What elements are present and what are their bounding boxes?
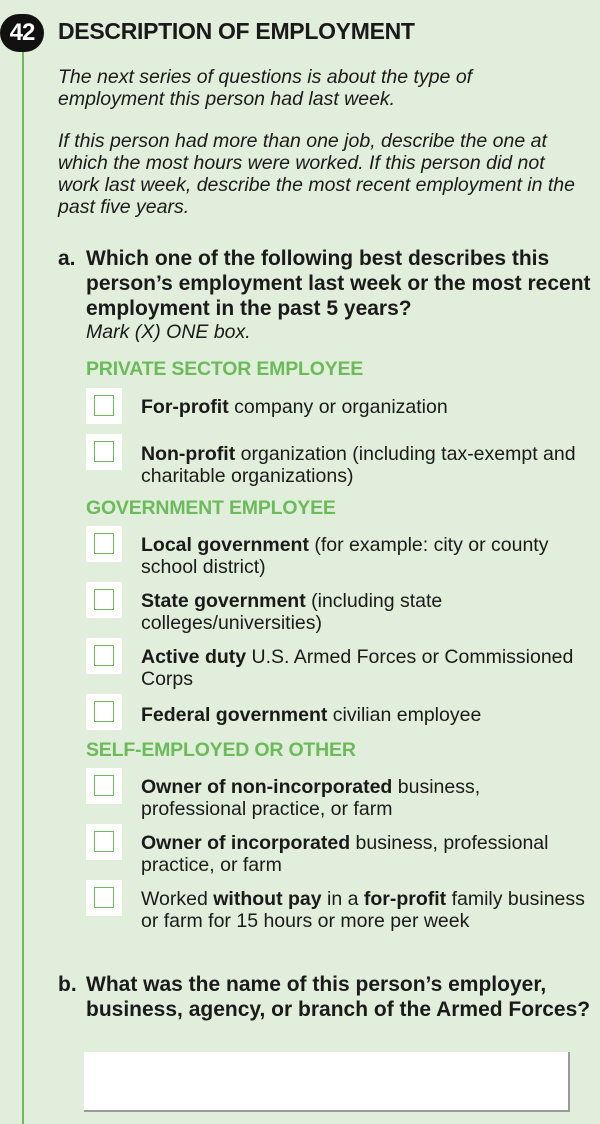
intro-paragraph-1: The next series of questions is about the type of employment this person had last week. [58, 66, 473, 110]
part-a-question-text: Which one of the following best describes this person’s employment last week or the most recent employment in the past 5 years? [86, 247, 591, 320]
option-label: Owner of incorporated business, professional practice, or farm [141, 832, 549, 876]
option-label: For-profit company or organization [141, 396, 448, 418]
checkbox-owner-incorporated[interactable] [86, 824, 122, 860]
part-a-label: a. [58, 247, 76, 270]
category-self-employed: SELF-EMPLOYED OR OTHER [86, 739, 356, 761]
left-margin-rule [22, 44, 24, 1124]
option-label: Local government (for example: city or county school district) [141, 534, 549, 578]
mark-instruction: Mark (X) ONE box. [86, 321, 251, 343]
option-label: Non-profit organization (including tax-exempt and charitable organizations) [141, 443, 576, 487]
employer-name-input[interactable] [84, 1052, 570, 1112]
part-b-label: b. [58, 973, 77, 996]
option-label: Owner of non-incorporated business, professional practice, or farm [141, 776, 481, 820]
checkbox-active-duty[interactable] [86, 638, 122, 674]
part-a-question [86, 246, 591, 343]
checkbox-owner-non-incorporated[interactable] [86, 768, 122, 804]
question-number-badge: 42 [0, 14, 44, 52]
checkbox-federal-government[interactable] [86, 694, 122, 730]
option-label: State government (including state colleges/universities) [141, 590, 443, 634]
part-b-question: What was the name of this person’s employer, business, agency, or branch of the Armed Forces? [86, 973, 591, 1021]
option-label: Worked without pay in a for-profit family business or farm for 15 hours or more per week [141, 888, 585, 932]
option-label: Active duty U.S. Armed Forces or Commissioned Corps [141, 646, 574, 690]
checkbox-local-government[interactable] [86, 526, 122, 562]
question-title: DESCRIPTION OF EMPLOYMENT [58, 18, 415, 44]
checkbox-for-profit[interactable] [86, 388, 122, 424]
checkbox-non-profit[interactable] [86, 434, 122, 470]
category-private-sector: PRIVATE SECTOR EMPLOYEE [86, 358, 364, 380]
checkbox-worked-without-pay[interactable] [86, 880, 122, 916]
checkbox-state-government[interactable] [86, 582, 122, 618]
intro-paragraph-2: If this person had more than one job, describe the one at which the most hours were worked. If this person did not work last week, describe the most recent employment in the past five years. [58, 130, 575, 218]
category-government: GOVERNMENT EMPLOYEE [86, 497, 336, 519]
option-label: Federal government civilian employee [141, 704, 482, 726]
